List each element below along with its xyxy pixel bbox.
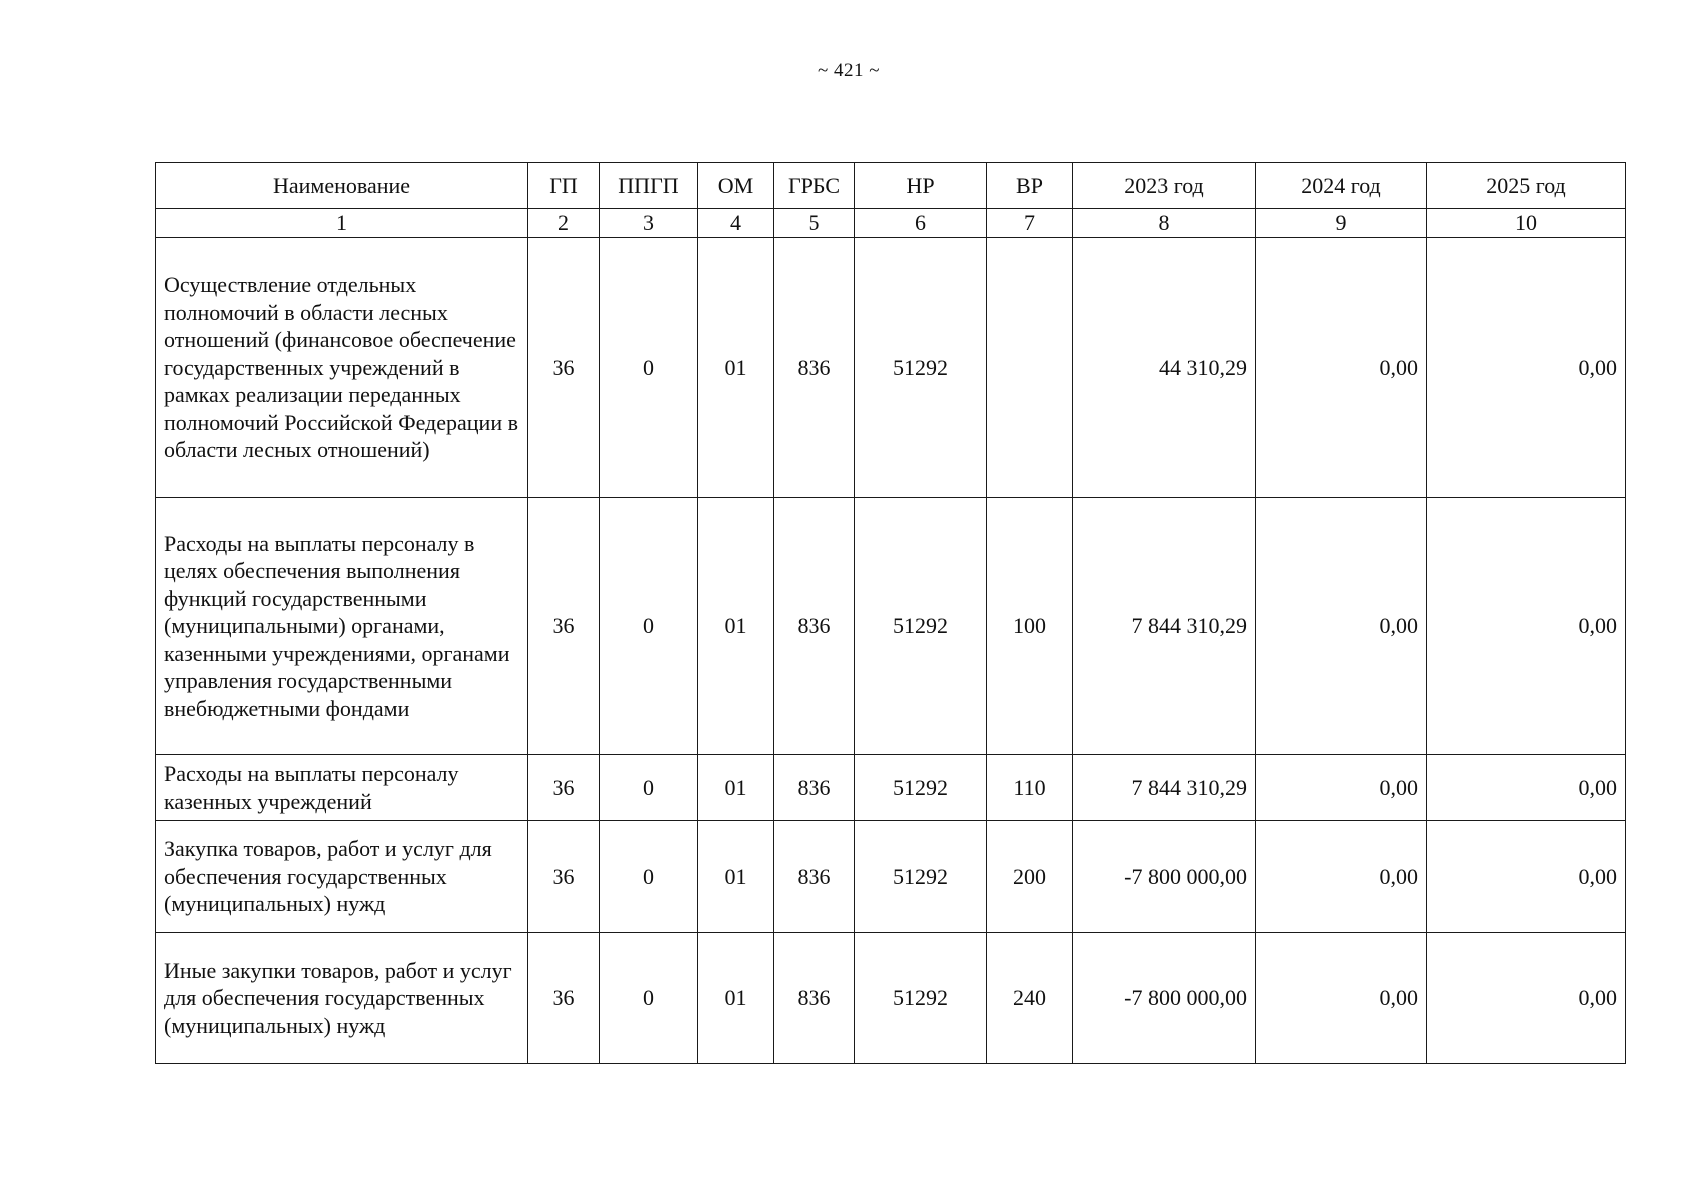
table-row	[156, 755, 1626, 821]
header-vr: ВР	[987, 163, 1073, 209]
column-number: 5	[774, 209, 855, 238]
column-number: 1	[156, 209, 528, 238]
cell-name: Осуществление отдельных полномочий в области лесных отношений (финансовое обеспечение государственных учреждений в рамках реализации переданных полномочий Российской Федерации в области лесных отношений)	[156, 238, 528, 498]
cell-nr: 51292	[855, 238, 987, 498]
cell-grbs: 836	[774, 755, 855, 821]
cell-grbs: 836	[774, 821, 855, 933]
cell-ppgp: 0	[600, 498, 698, 755]
header-ppgp: ППГП	[600, 163, 698, 209]
column-number: 9	[1256, 209, 1427, 238]
cell-name: Закупка товаров, работ и услуг для обеспечения государственных (муниципальных) нужд	[156, 821, 528, 933]
header-2023: 2023 год	[1073, 163, 1256, 209]
column-number: 7	[987, 209, 1073, 238]
cell-vr: 100	[987, 498, 1073, 755]
cell-gp: 36	[528, 498, 600, 755]
cell-ppgp: 0	[600, 755, 698, 821]
cell-om: 01	[698, 498, 774, 755]
cell-name: Расходы на выплаты персоналу казенных учреждений	[156, 755, 528, 821]
table-row	[156, 498, 1626, 755]
cell-vr: 240	[987, 933, 1073, 1064]
cell-gp: 36	[528, 238, 600, 498]
cell-vr	[987, 238, 1073, 498]
header-row	[156, 163, 1626, 209]
cell-gp: 36	[528, 821, 600, 933]
cell-ppgp: 0	[600, 933, 698, 1064]
cell-ppgp: 0	[600, 238, 698, 498]
cell-nr: 51292	[855, 755, 987, 821]
cell-2023: 44 310,29	[1073, 238, 1256, 498]
header-om: ОМ	[698, 163, 774, 209]
cell-2025: 0,00	[1427, 821, 1626, 933]
table-row	[156, 238, 1626, 498]
cell-gp: 36	[528, 755, 600, 821]
cell-om: 01	[698, 821, 774, 933]
column-number-row	[156, 209, 1626, 238]
cell-2024: 0,00	[1256, 238, 1427, 498]
cell-2023: -7 800 000,00	[1073, 933, 1256, 1064]
cell-name: Расходы на выплаты персоналу в целях обеспечения выполнения функций государственными (муниципальными) органами, казенными учреждениями, органами управления государственными внебюджетными фондами	[156, 498, 528, 755]
cell-gp: 36	[528, 933, 600, 1064]
cell-vr: 110	[987, 755, 1073, 821]
budget-table	[155, 162, 1626, 1064]
cell-2025: 0,00	[1427, 755, 1626, 821]
cell-nr: 51292	[855, 933, 987, 1064]
cell-2025: 0,00	[1427, 498, 1626, 755]
cell-nr: 51292	[855, 821, 987, 933]
header-name: Наименование	[156, 163, 528, 209]
cell-grbs: 836	[774, 498, 855, 755]
cell-om: 01	[698, 755, 774, 821]
cell-2023: -7 800 000,00	[1073, 821, 1256, 933]
cell-om: 01	[698, 933, 774, 1064]
table-row	[156, 821, 1626, 933]
column-number: 2	[528, 209, 600, 238]
cell-2024: 0,00	[1256, 498, 1427, 755]
table-row	[156, 933, 1626, 1064]
header-grbs: ГРБС	[774, 163, 855, 209]
column-number: 6	[855, 209, 987, 238]
cell-2025: 0,00	[1427, 238, 1626, 498]
cell-ppgp: 0	[600, 821, 698, 933]
column-number: 4	[698, 209, 774, 238]
cell-grbs: 836	[774, 933, 855, 1064]
cell-2025: 0,00	[1427, 933, 1626, 1064]
cell-nr: 51292	[855, 498, 987, 755]
cell-2024: 0,00	[1256, 821, 1427, 933]
cell-grbs: 836	[774, 238, 855, 498]
cell-2023: 7 844 310,29	[1073, 755, 1256, 821]
cell-2024: 0,00	[1256, 755, 1427, 821]
column-number: 3	[600, 209, 698, 238]
header-2025: 2025 год	[1427, 163, 1626, 209]
column-number: 8	[1073, 209, 1256, 238]
cell-om: 01	[698, 238, 774, 498]
column-number: 10	[1427, 209, 1626, 238]
header-2024: 2024 год	[1256, 163, 1427, 209]
cell-name: Иные закупки товаров, работ и услуг для обеспечения государственных (муниципальных) нужд	[156, 933, 528, 1064]
page-number: ~ 421 ~	[817, 60, 881, 81]
cell-2024: 0,00	[1256, 933, 1427, 1064]
header-nr: НР	[855, 163, 987, 209]
header-gp: ГП	[528, 163, 600, 209]
cell-2023: 7 844 310,29	[1073, 498, 1256, 755]
cell-vr: 200	[987, 821, 1073, 933]
